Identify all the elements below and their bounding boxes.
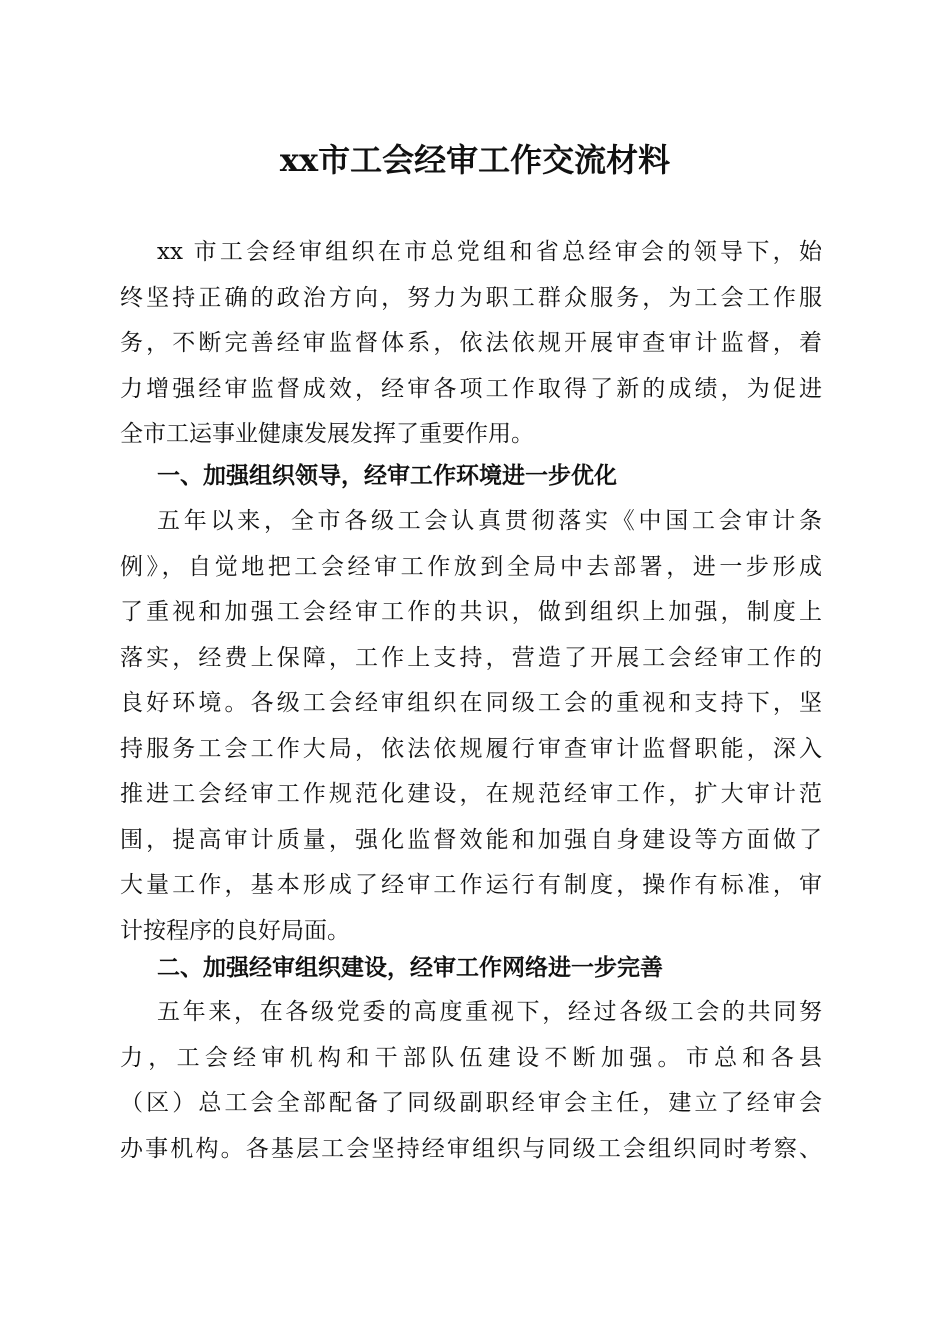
text-line: 办事机构。各基层工会坚持经审组织与同级工会组织同时考察、 — [120, 1135, 822, 1162]
text-line: 五年以来，全市各级工会认真贯彻落实《中国工会审计条 — [157, 508, 822, 534]
text-line: xx 市工会经审组织在市总党组和省总经审会的领导下，始 — [157, 239, 822, 265]
text-line: 落实，经费上保障，工作上支持，营造了开展工会经审工作的 — [120, 644, 822, 671]
text-line: 力增强经审监督成效，经审各项工作取得了新的成绩，为促进 — [120, 375, 822, 402]
text-line: 良好环境。各级工会经审组织在同级工会的重视和支持下，坚 — [120, 690, 822, 716]
text-line: 了重视和加强工会经审工作的共识，做到组织上加强，制度上 — [120, 599, 822, 625]
text-line: 持服务工会工作大局，依法依规履行审查审计监督职能，深入 — [120, 735, 822, 762]
text-line: 全市工运事业健康发展发挥了重要作用。 — [120, 421, 534, 447]
text-line: 计按程序的良好局面。 — [120, 917, 350, 944]
text-line: 务，不断完善经审监督体系，依法依规开展审查审计监督，着 — [120, 330, 822, 356]
text-line: 力，工会经审机构和干部队伍建设不断加强。市总和各县 — [120, 1044, 822, 1071]
paragraph-intro — [120, 230, 822, 458]
text-line: 五年来，在各级党委的高度重视下，经过各级工会的共同努 — [157, 999, 822, 1025]
text-line: 例》，自觉地把工会经审工作放到全局中去部署，进一步形成 — [120, 553, 822, 580]
section-heading-2: 二、加强经审组织建设，经审工作网络进一步完善 — [157, 955, 663, 981]
section-heading-1: 一、加强组织领导，经审工作环境进一步优化 — [157, 463, 617, 489]
paragraph-section-2 — [120, 990, 822, 1172]
paragraph-section-1 — [120, 499, 822, 954]
document-title: xx市工会经审工作交流材料 — [279, 141, 671, 179]
text-line: （区）总工会全部配备了同级副职经审会主任，建立了经审会 — [120, 1090, 822, 1116]
text-line: 推进工会经审工作规范化建设，在规范经审工作，扩大审计范 — [120, 781, 822, 807]
text-line: 终坚持正确的政治方向，努力为职工群众服务，为工会工作服 — [120, 284, 822, 311]
text-line: 大量工作，基本形成了经审工作运行有制度，操作有标准，审 — [120, 872, 822, 898]
text-line: 围，提高审计质量，强化监督效能和加强自身建设等方面做了 — [120, 826, 822, 853]
